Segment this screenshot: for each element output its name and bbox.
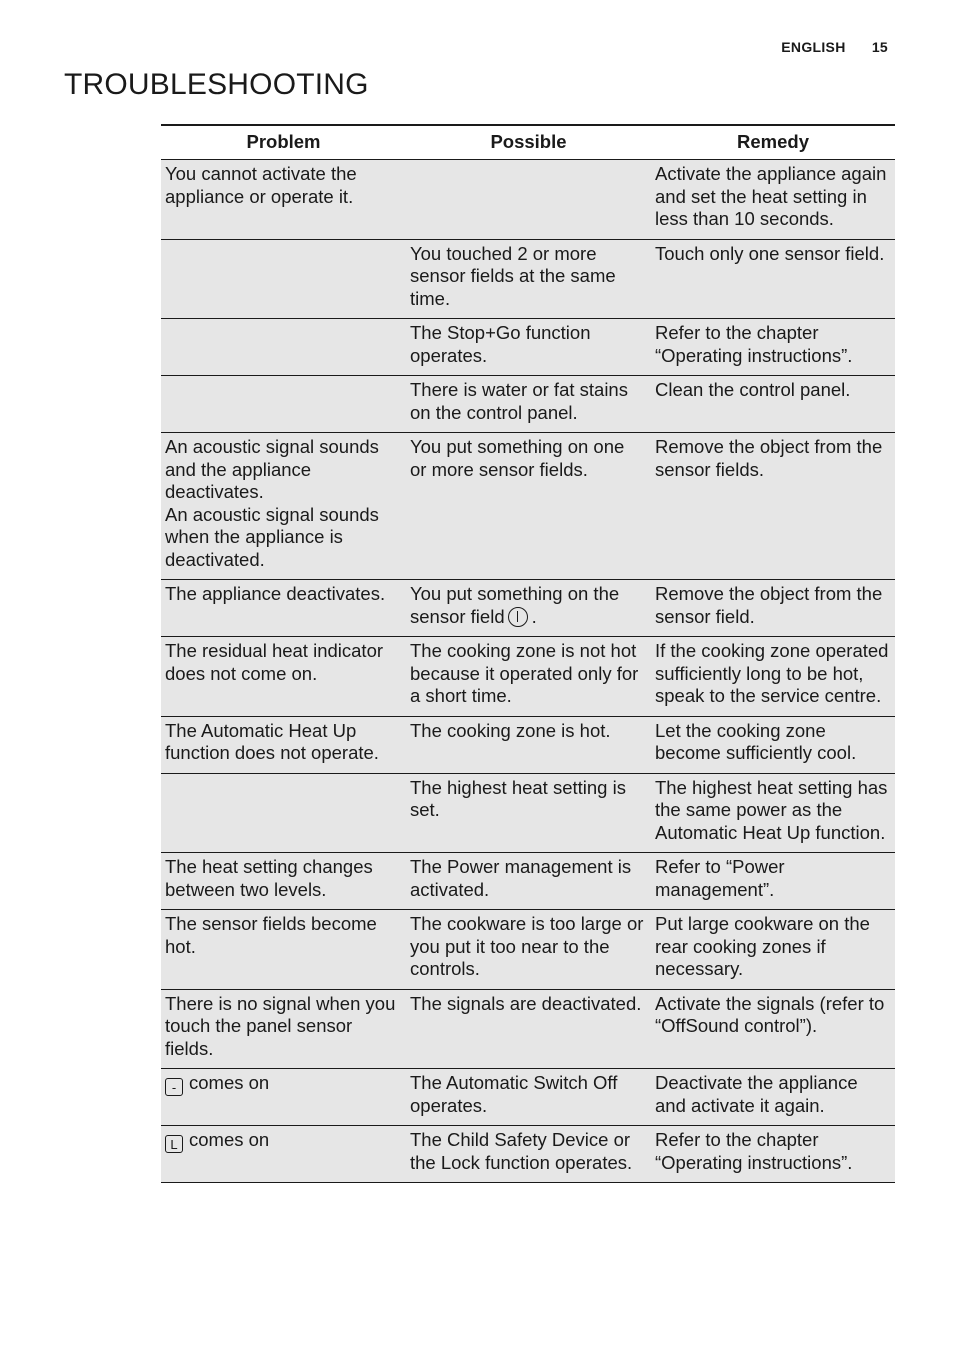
remedy-cell: Put large cookware on the rear cooking zones if necessary. <box>655 913 870 979</box>
power-icon <box>508 607 528 627</box>
problem-cell: You cannot activate the appliance or operate it. <box>165 163 357 207</box>
language-label: ENGLISH <box>781 39 846 55</box>
remedy-cell: If the cooking zone operated sufficiently long to be hot, speak to the service centre. <box>655 640 889 706</box>
remedy-cell: The highest heat setting has the same power as the Automatic Heat Up function. <box>655 776 888 843</box>
table-row <box>161 637 895 717</box>
problem-text: comes on <box>189 1072 270 1093</box>
problem-cell: The residual heat indicator does not come on. <box>165 640 384 684</box>
problem-cell: The Automatic Heat Up function does not operate. <box>165 719 379 763</box>
problem-text: comes on <box>189 1129 270 1150</box>
table-row <box>161 1126 895 1183</box>
cause-cell: The Automatic Switch Off operates. <box>410 1072 618 1116</box>
problem-cell <box>161 773 406 853</box>
table-row <box>161 319 895 376</box>
problem-text-secondary: An acoustic signal sounds when the appliance is deactivated. <box>165 503 379 570</box>
column-header-remedy: Remedy <box>737 130 809 152</box>
cause-cell: The cooking zone is hot. <box>410 719 611 741</box>
remedy-cell: Touch only one sensor field. <box>655 242 885 264</box>
table-header-row <box>161 125 895 160</box>
problem-cell <box>161 1126 406 1183</box>
table-row <box>161 160 895 240</box>
page-title: TROUBLESHOOTING <box>64 68 369 101</box>
remedy-cell: Deactivate the appliance and activate it again. <box>655 1072 858 1116</box>
cause-cell: You touched 2 or more sensor fields at the same time. <box>410 242 616 309</box>
column-header-possible: Possible <box>490 130 567 152</box>
cause-cell: The signals are deactivated. <box>410 992 642 1014</box>
remedy-cell: Activate the signals (refer to “OffSound control”). <box>655 992 885 1036</box>
dash-display-icon: - <box>165 1078 183 1096</box>
remedy-cell: Refer to the chapter “Operating instructions”. <box>655 1129 853 1173</box>
table-row <box>161 239 895 319</box>
cause-text: You put something on the sensor field <box>410 583 620 627</box>
remedy-cell: Remove the object from the sensor field. <box>655 583 883 627</box>
table-row <box>161 853 895 910</box>
table-row <box>161 773 895 853</box>
page-header <box>781 39 888 55</box>
cause-cell: The cooking zone is not hot because it operated only for a short time. <box>410 640 639 706</box>
cause-suffix: . <box>531 605 537 627</box>
problem-cell: The sensor fields become hot. <box>165 913 377 957</box>
table-row <box>161 1069 895 1126</box>
table-row <box>161 376 895 433</box>
cause-cell: The highest heat setting is set. <box>410 776 626 820</box>
table-row <box>161 989 895 1069</box>
problem-cell <box>161 376 406 433</box>
cause-cell <box>406 160 651 240</box>
problem-cell <box>161 1069 406 1126</box>
problem-cell <box>161 319 406 376</box>
remedy-cell: Activate the appliance again and set the heat setting in less than 10 seconds. <box>655 163 887 229</box>
remedy-cell: Refer to the chapter “Operating instructions”. <box>655 322 853 366</box>
remedy-cell: Remove the object from the sensor fields. <box>655 436 883 480</box>
cause-cell: The cookware is too large or you put it too near to the controls. <box>410 913 644 979</box>
table-row <box>161 716 895 773</box>
problem-cell: The appliance deactivates. <box>165 583 386 604</box>
page-number: 15 <box>871 39 888 55</box>
cause-cell: There is water or fat stains on the control panel. <box>410 379 628 423</box>
column-header-problem: Problem <box>246 130 321 152</box>
remedy-cell: Clean the control panel. <box>655 379 851 400</box>
table-row <box>161 910 895 990</box>
problem-cell <box>161 433 406 580</box>
remedy-cell: Let the cooking zone become sufficiently cool. <box>655 719 857 763</box>
problem-cell: The heat setting changes between two levels. <box>165 856 373 900</box>
troubleshooting-table <box>161 124 895 1183</box>
cause-cell <box>406 580 651 637</box>
remedy-cell: Refer to “Power management”. <box>655 856 785 900</box>
cause-cell: You put something on one or more sensor fields. <box>410 436 625 480</box>
cause-cell: The Child Safety Device or the Lock function operates. <box>410 1129 633 1173</box>
cause-cell: The Stop+Go function operates. <box>410 322 591 366</box>
problem-text: An acoustic signal sounds and the appliance deactivates. <box>165 436 379 502</box>
problem-cell <box>161 239 406 319</box>
table-row <box>161 433 895 580</box>
table-row <box>161 580 895 637</box>
cause-cell: The Power management is activated. <box>410 856 632 900</box>
lock-display-icon: L <box>165 1135 183 1153</box>
problem-cell: There is no signal when you touch the panel sensor fields. <box>165 992 396 1059</box>
